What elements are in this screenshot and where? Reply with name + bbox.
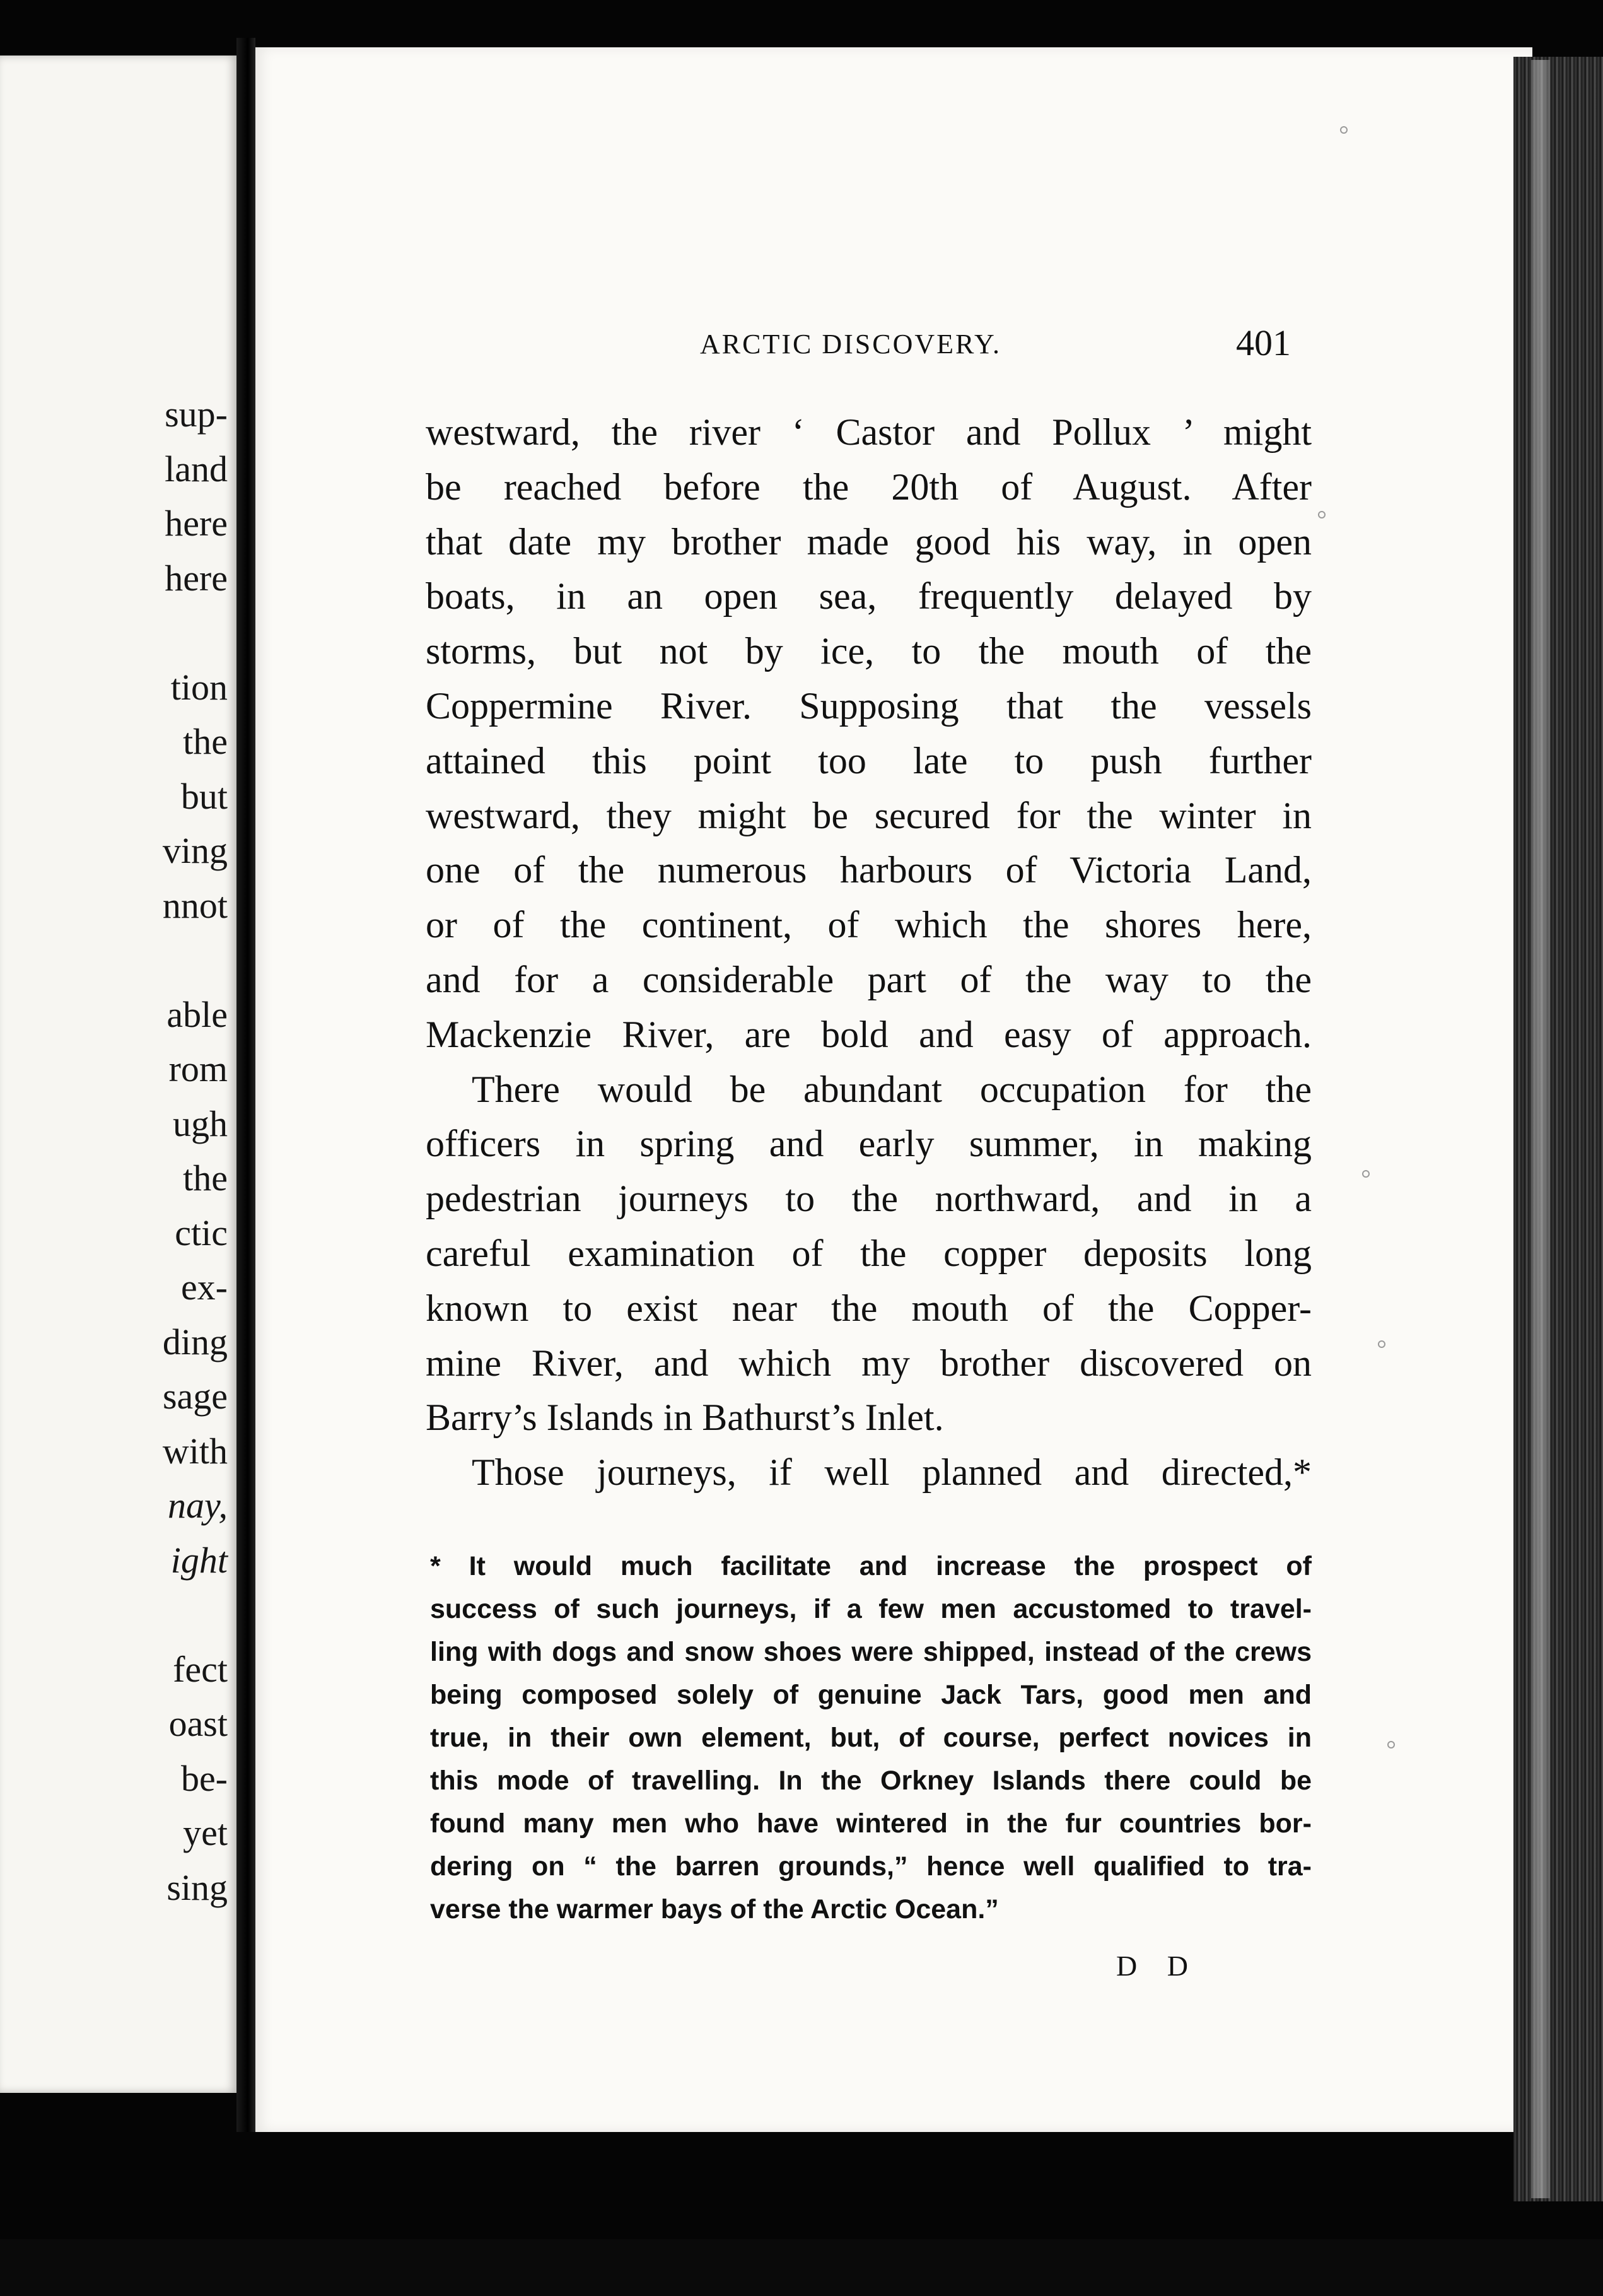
- paper-speck: [1318, 511, 1326, 518]
- body-line: be reached before the 20th of August. After: [426, 466, 1312, 508]
- body-line: westward, they might be secured for the winter in: [426, 794, 1312, 836]
- scan-bottom-edge: [0, 2239, 1603, 2296]
- left-page-fragment: ctic: [175, 1212, 228, 1253]
- left-page-fragment: the: [183, 721, 228, 762]
- footnote-line: being composed solely of genuine Jack Tars, good men and: [430, 1680, 1312, 1710]
- page-block-edge: [1513, 57, 1603, 2201]
- body-line: known to exist near the mouth of the Copper-: [426, 1287, 1312, 1329]
- paper-speck: [1387, 1741, 1395, 1748]
- left-page-fragment: ving: [162, 830, 228, 871]
- left-page-fragment: sage: [162, 1376, 228, 1417]
- left-page-fragment: nnot: [162, 884, 228, 926]
- left-page-fragment: sing: [166, 1866, 228, 1908]
- footnote-line: * It would much facilitate and increase the prospect of: [430, 1551, 1312, 1581]
- footnote-line: success of such journeys, if a few men accustomed to travel-: [430, 1594, 1312, 1624]
- paper-speck: [1378, 1340, 1385, 1348]
- footnote-line: found many men who have wintered in the fur countries bor-: [430, 1808, 1312, 1839]
- left-page-fragment: sup-: [165, 394, 228, 435]
- left-page-fragment: ight: [170, 1539, 228, 1581]
- body-line: or of the continent, of which the shores here,: [426, 904, 1312, 946]
- body-line: attained this point too late to push further: [426, 739, 1312, 782]
- left-page-fragment: able: [166, 993, 228, 1035]
- body-line: storms, but not by ice, to the mouth of the: [426, 630, 1312, 672]
- left-page-fragment: oast: [168, 1703, 228, 1744]
- body-line: one of the numerous harbours of Victoria Land,: [426, 849, 1312, 891]
- footnote-line: ling with dogs and snow shoes were shipped, instead of the crews: [430, 1637, 1312, 1667]
- left-page-fragment: here: [165, 503, 228, 544]
- signature-mark: D D: [1116, 1950, 1199, 1982]
- left-page-fragment: rom: [168, 1048, 228, 1089]
- page-block-edge-highlight: [1531, 60, 1550, 2198]
- body-line: boats, in an open sea, frequently delayed by: [426, 575, 1312, 618]
- body-line: and for a considerable part of the way to the: [426, 959, 1312, 1000]
- footnote-line: this mode of travelling. In the Orkney Islands there could be: [430, 1766, 1312, 1796]
- body-line: that date my brother made good his way, in open: [426, 520, 1312, 563]
- left-page-fragment: yet: [183, 1812, 228, 1853]
- body-line: careful examination of the copper deposits long: [426, 1233, 1312, 1274]
- footnote-line: verse the warmer bays of the Arctic Ocean.”: [430, 1894, 999, 1924]
- paper-speck: [1362, 1170, 1370, 1178]
- left-page-fragment: the: [183, 1157, 228, 1198]
- body-line: officers in spring and early summer, in making: [426, 1123, 1312, 1165]
- left-page-fragment: ex-: [180, 1267, 228, 1308]
- left-page-fragment: ugh: [173, 1103, 228, 1144]
- body-line: Coppermine River. Supposing that the vessels: [426, 685, 1312, 727]
- body-line: Barry’s Islands in Bathurst’s Inlet.: [426, 1397, 944, 1439]
- body-line: Those journeys, if well planned and directed,*: [472, 1451, 1312, 1494]
- paper-speck: [1340, 126, 1348, 134]
- footnote-line: dering on “ the barren grounds,” hence well qualified to tra-: [430, 1851, 1312, 1882]
- left-page-fragment: tion: [170, 666, 228, 708]
- body-line: There would be abundant occupation for the: [472, 1068, 1312, 1110]
- left-page-fragment: but: [180, 775, 228, 817]
- left-page-fragment: be-: [180, 1757, 228, 1799]
- book-gutter: [236, 38, 255, 2132]
- left-page-fragment: fect: [173, 1648, 228, 1690]
- left-page-fragment: here: [165, 557, 228, 599]
- left-page-fragment: with: [162, 1430, 228, 1472]
- page-number: 401: [1236, 322, 1291, 363]
- left-page-fragment: nay,: [167, 1485, 228, 1526]
- body-line: pedestrian journeys to the northward, and in a: [426, 1178, 1312, 1220]
- body-line: mine River, and which my brother discovered on: [426, 1342, 1312, 1384]
- left-page-fragment: land: [165, 448, 228, 489]
- left-page-fragment: ding: [162, 1321, 228, 1362]
- facing-page-left: [0, 56, 236, 2093]
- body-line: Mackenzie River, are bold and easy of approach.: [426, 1013, 1312, 1055]
- running-head: ARCTIC DISCOVERY.: [700, 329, 1002, 360]
- footnote-line: true, in their own element, but, of course, perfect novices in: [430, 1723, 1312, 1753]
- body-line: westward, the river ‘ Castor and Pollux ’ might: [426, 411, 1312, 453]
